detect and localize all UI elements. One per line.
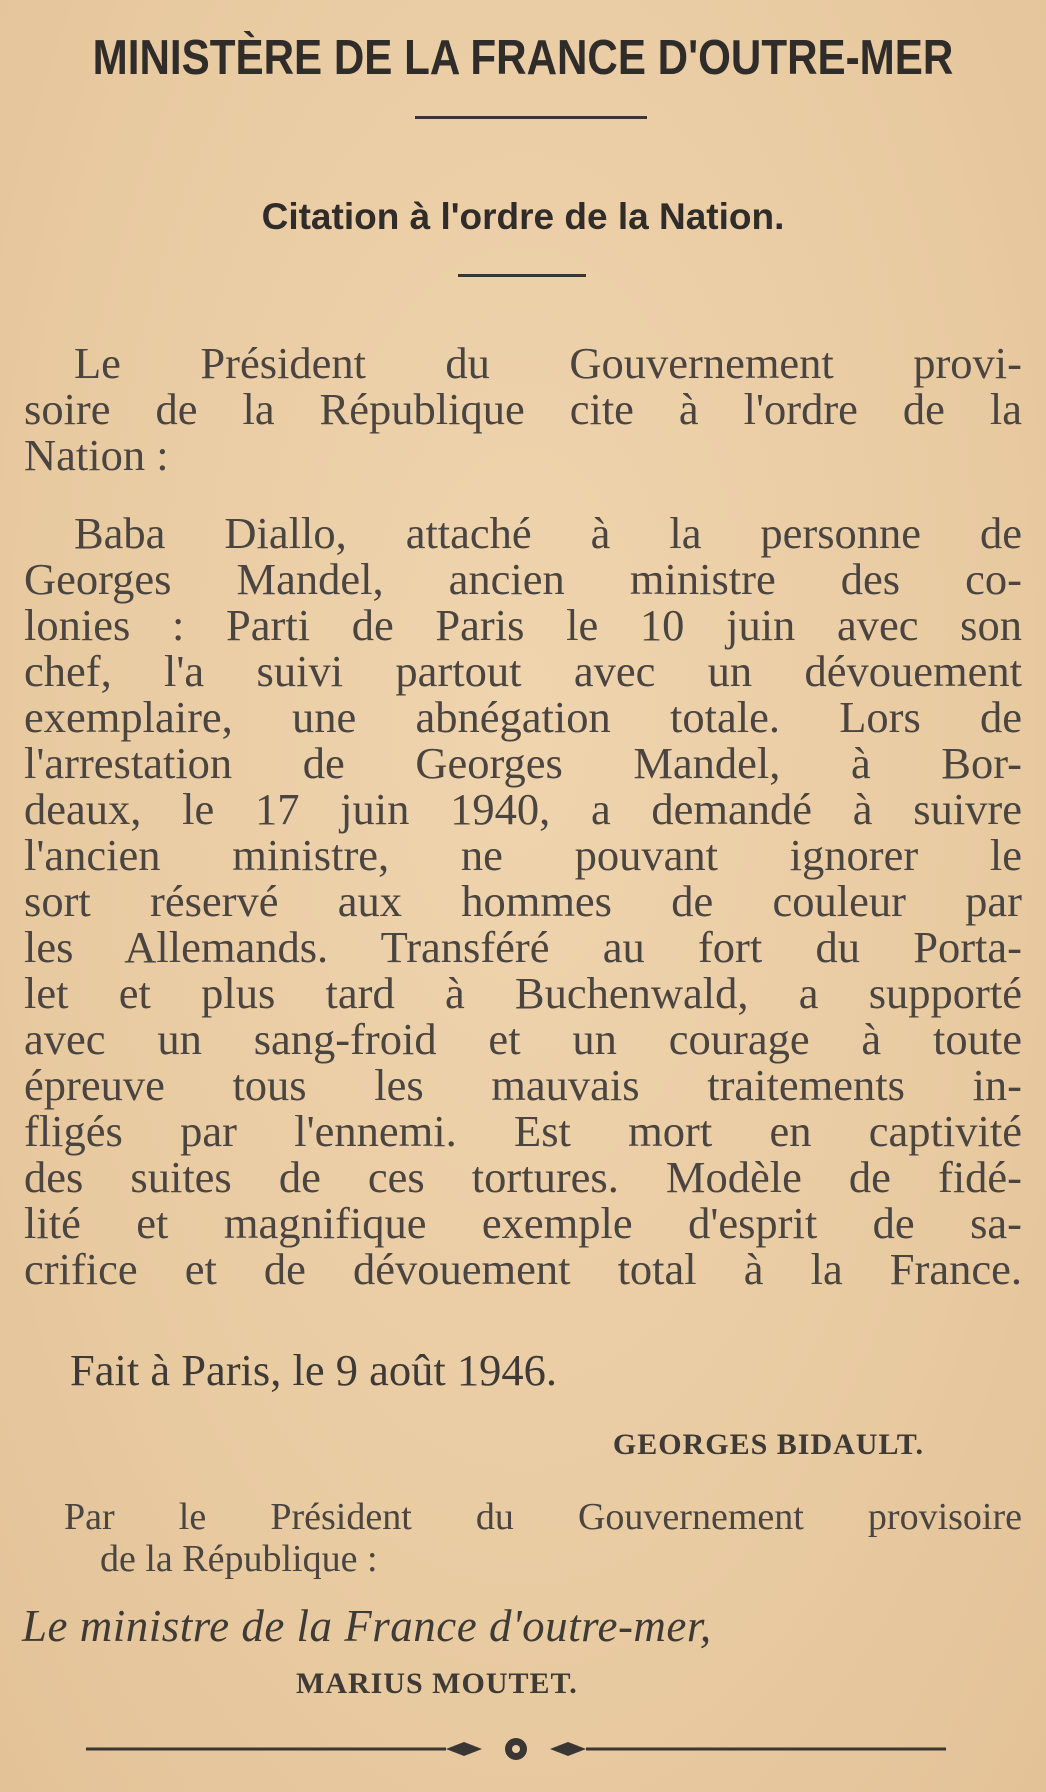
paragraph-line: l'ancien ministre, ne pouvant ignorer le xyxy=(24,830,1022,880)
paragraph-line: lonies : Parti de Paris le 10 juin avec son xyxy=(24,600,1022,650)
paragraph-line: des suites de ces tortures. Modèle de fidé- xyxy=(24,1152,1022,1202)
heading-rule xyxy=(415,116,647,119)
ministry-heading: MINISTÈRE DE LA FRANCE D'OUTRE-MER xyxy=(92,31,954,85)
paragraph-line: Baba Diallo, attaché à la personne de xyxy=(74,508,1022,558)
signatory-bidault: GEORGES BIDAULT. xyxy=(612,1428,924,1461)
paragraph-line: Nation : xyxy=(24,430,169,480)
paragraph-line: lité et magnifique exemple d'esprit de sa- xyxy=(24,1198,1022,1248)
paragraph-line: let et plus tard à Buchenwald, a supporté xyxy=(24,968,1022,1018)
paragraph-line: deaux, le 17 juin 1940, a demandé à suivre xyxy=(24,784,1022,834)
paragraph-line: exemplaire, une abnégation totale. Lors de xyxy=(24,692,1022,742)
citation-body-paragraph xyxy=(24,510,1022,1292)
subheading-rule xyxy=(458,274,586,277)
paragraph-line: épreuve tous les mauvais traitements in- xyxy=(24,1060,1022,1110)
minister-title: Le ministre de la France d'outre-mer, xyxy=(22,1601,712,1651)
countersign-line: Par le Président du Gouvernement provisoire xyxy=(64,1496,1022,1538)
countersign-line: de la République : xyxy=(100,1538,378,1580)
paragraph-line: Georges Mandel, ancien ministre des co- xyxy=(24,554,1022,604)
paragraph-line: sort réservé aux hommes de couleur par xyxy=(24,876,1022,926)
citation-subheading: Citation à l'ordre de la Nation. xyxy=(261,196,785,237)
paragraph-line: fligés par l'ennemi. Est mort en captivité xyxy=(24,1106,1022,1156)
paragraph-line: l'arrestation de Georges Mandel, à Bor- xyxy=(24,738,1022,788)
ornamental-divider-icon xyxy=(86,1734,946,1764)
paragraph-line: soire de la République cite à l'ordre de la xyxy=(24,384,1022,434)
paragraph-line: Le Président du Gouvernement provi- xyxy=(74,338,1022,388)
countersign-preamble xyxy=(64,1496,1022,1580)
paragraph-line: chef, l'a suivi partout avec un dévouement xyxy=(24,646,1022,696)
paragraph-line: crifice et de dévouement total à la France. xyxy=(24,1244,1022,1294)
citation-intro-paragraph xyxy=(24,340,1022,478)
paragraph-line: les Allemands. Transféré au fort du Porta- xyxy=(24,922,1022,972)
date-line: Fait à Paris, le 9 août 1946. xyxy=(70,1345,557,1395)
paragraph-line: avec un sang-froid et un courage à toute xyxy=(24,1014,1022,1064)
signatory-moutet: MARIUS MOUTET. xyxy=(296,1667,578,1700)
